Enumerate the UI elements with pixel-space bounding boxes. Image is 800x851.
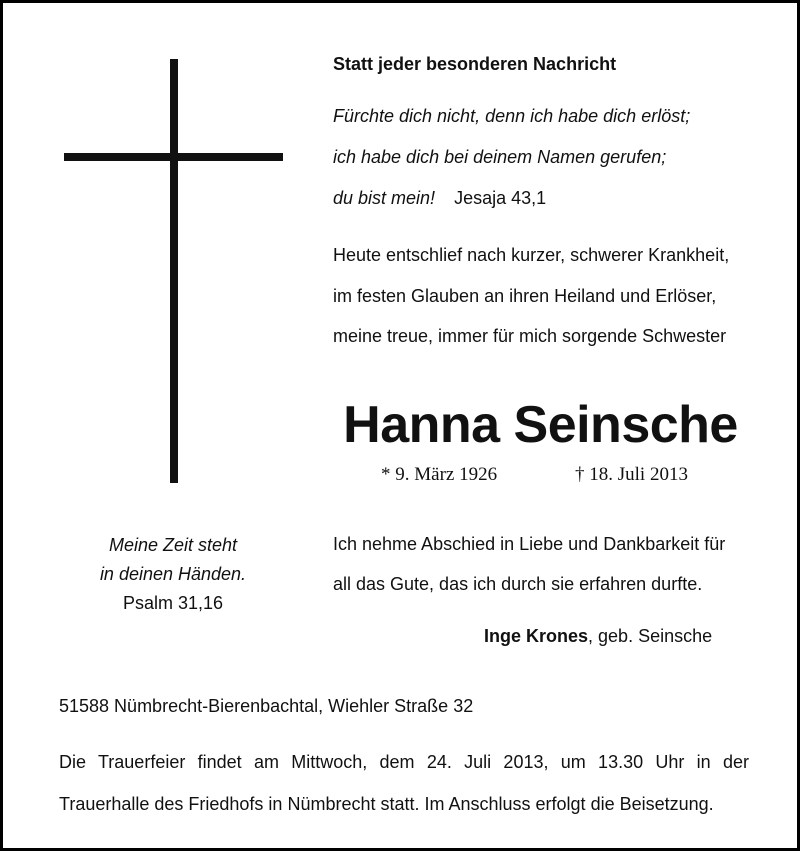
psalm-reference: Psalm 31,16	[122, 593, 224, 613]
signature-name: Inge Krones	[484, 626, 589, 646]
announcement-line-1: Heute entschlief nach kurzer, schwerer Krankheit,	[333, 245, 730, 265]
deceased-name: Hanna Seinsche	[343, 396, 738, 454]
verse-reference: Jesaja 43,1	[454, 188, 547, 208]
psalm-line-1: Meine Zeit steht	[108, 535, 238, 555]
funeral-details: Die Trauerfeier findet am Mittwoch, dem 24. Juli 2013, um 13.30 Uhr in der Trauerhalle des Friedhofs in Nümbrecht statt. Im Anschluss erfolgt die Beisetzung.	[59, 752, 749, 814]
cross-crossbar	[64, 153, 283, 161]
address: 51588 Nümbrecht-Bierenbachtal, Wiehler Straße 32	[59, 696, 474, 716]
farewell-line-1: Ich nehme Abschied in Liebe und Dankbarkeit für	[333, 534, 726, 554]
verse-line-1: Fürchte dich nicht, denn ich habe dich erlöst;	[333, 106, 691, 126]
death-date: † 18. Juli 2013	[575, 464, 688, 485]
farewell-line-2: all das Gute, das ich durch sie erfahren durfte.	[333, 574, 703, 594]
announcement-line-2: im festen Glauben an ihren Heiland und Erlöser,	[333, 286, 717, 306]
announcement-line-3: meine treue, immer für mich sorgende Schwester	[333, 326, 727, 346]
verse-line-2: ich habe dich bei deinem Namen gerufen;	[333, 147, 667, 167]
verse-text: du bist mein!	[333, 188, 436, 208]
signature	[484, 625, 712, 647]
psalm-quote	[78, 531, 268, 618]
signature-maiden-name: , geb. Seinsche	[588, 626, 713, 646]
psalm-line-2: in deinen Händen.	[99, 564, 247, 584]
header-line: Statt jeder besonderen Nachricht	[333, 54, 617, 74]
cross-icon	[170, 59, 178, 483]
verse-line-3	[333, 187, 546, 209]
birth-date: * 9. März 1926	[381, 464, 498, 485]
